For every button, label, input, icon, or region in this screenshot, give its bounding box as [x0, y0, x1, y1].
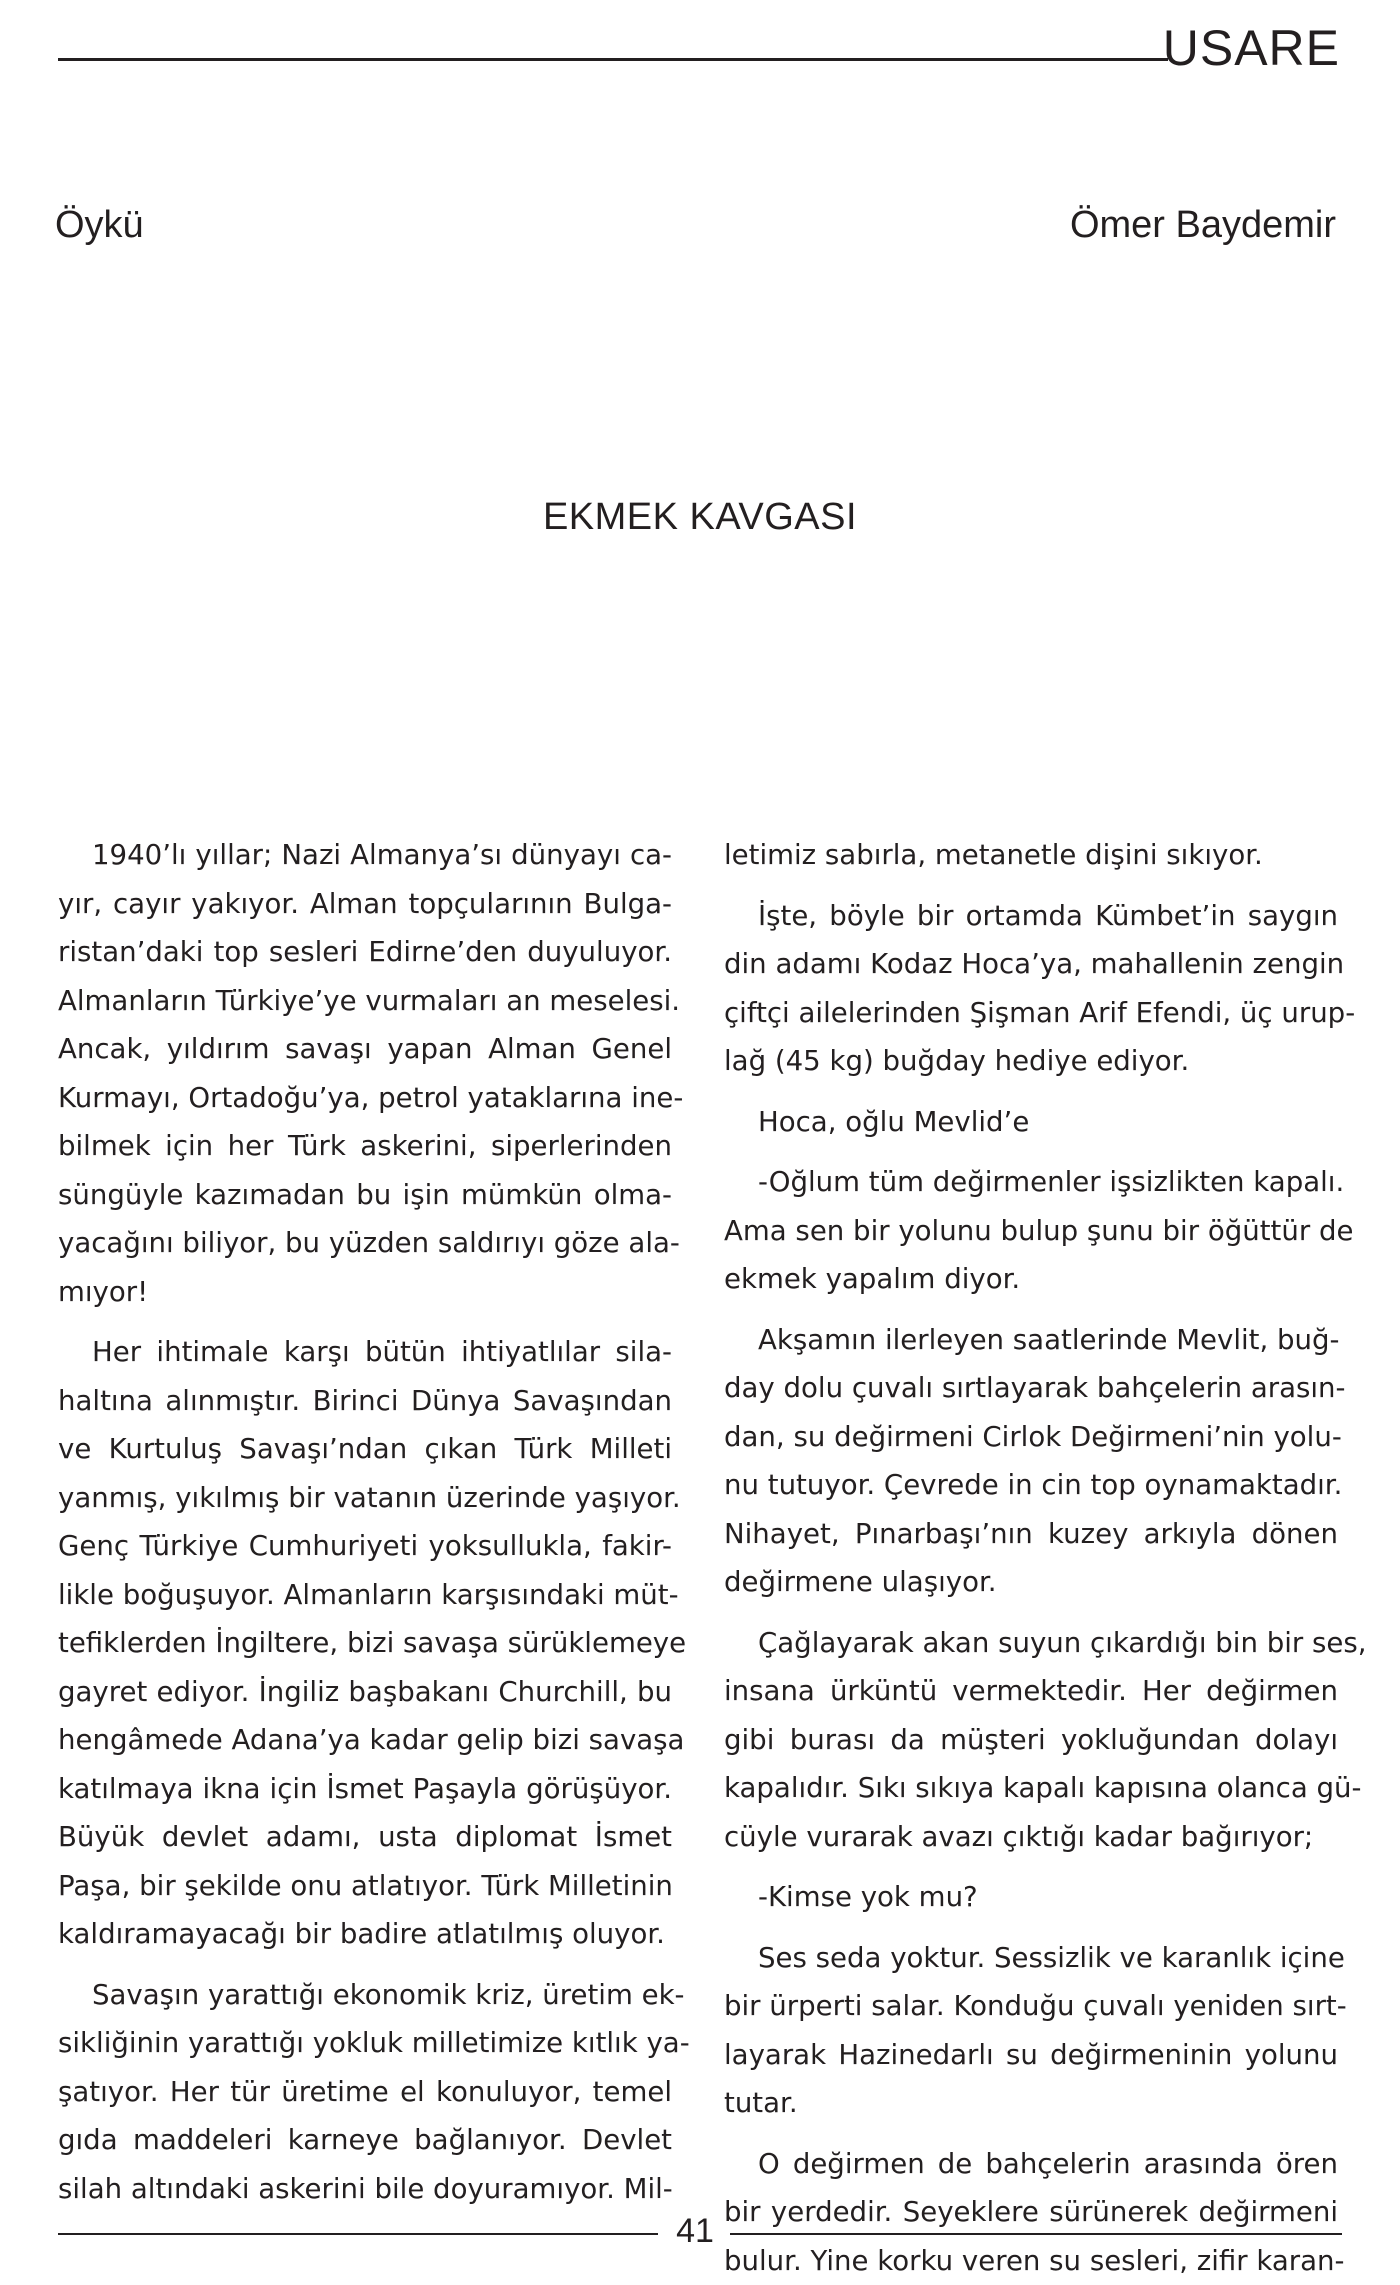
- text-line: day dolu çuvalı sırtlayarak bahçelerin arasın-: [724, 1364, 1338, 1413]
- text-line: letimiz sabırla, metanetle dişini sıkıyor.: [724, 831, 1338, 880]
- text-line: haltına alınmıştır. Birinci Dünya Savaşından: [58, 1377, 672, 1426]
- text-line: Akşamın ilerleyen saatlerinde Mevlit, buğ-: [724, 1316, 1338, 1365]
- paragraph-gap: [58, 1959, 672, 1971]
- author-name: Ömer Baydemir: [1070, 204, 1336, 247]
- text-line: din adamı Kodaz Hoca’ya, mahallenin zengin: [724, 940, 1338, 989]
- text-line: çiftçi ailelerinden Şişman Arif Efendi, üç urup-: [724, 989, 1338, 1038]
- text-line: şatıyor. Her tür üretime el konuluyor, temel: [58, 2068, 672, 2117]
- text-line: -Kimse yok mu?: [724, 1873, 1338, 1922]
- paragraph-gap: [724, 2128, 1338, 2140]
- text-line: ristan’daki top sesleri Edirne’den duyuluyor.: [58, 928, 672, 977]
- text-line: yanmış, yıkılmış bir vatanın üzerinde yaşıyor.: [58, 1474, 672, 1523]
- text-line: tutar.: [724, 2079, 1338, 2128]
- paragraph-gap: [724, 1146, 1338, 1158]
- text-line: sikliğinin yarattığı yokluk milletimize kıtlık ya-: [58, 2019, 672, 2068]
- text-line: bulur. Yine korku veren su sesleri, zifir karan-: [724, 2237, 1338, 2285]
- paragraph-gap: [724, 1304, 1338, 1316]
- text-line: cüyle vurarak avazı çıktığı kadar bağırıyor;: [724, 1813, 1338, 1862]
- text-line: gayret ediyor. İngiliz başbakanı Churchill, bu: [58, 1668, 672, 1717]
- text-line: mıyor!: [58, 1268, 672, 1317]
- journal-name: USARE: [1163, 18, 1340, 78]
- right-text-column: [724, 831, 1338, 2285]
- text-line: kaldıramayacağı bir badire atlatılmış oluyor.: [58, 1910, 672, 1959]
- text-line: Genç Türkiye Cumhuriyeti yoksullukla, fakir-: [58, 1522, 672, 1571]
- text-line: gibi burası da müşteri yokluğundan dolayı: [724, 1716, 1338, 1765]
- header-rule: [58, 58, 1168, 61]
- text-line: Hoca, oğlu Mevlid’e: [724, 1098, 1338, 1147]
- text-line: Nihayet, Pınarbaşı’nın kuzey arkıyla dönen: [724, 1510, 1338, 1559]
- paragraph-gap: [724, 1861, 1338, 1873]
- text-line: layarak Hazinedarlı su değirmeninin yolunu: [724, 2031, 1338, 2080]
- text-line: yacağını biliyor, bu yüzden saldırıyı göze ala-: [58, 1219, 672, 1268]
- text-line: hengâmede Adana’ya kadar gelip bizi savaşa: [58, 1716, 672, 1765]
- text-line: bir ürperti salar. Konduğu çuvalı yeniden sırt-: [724, 1982, 1338, 2031]
- text-line: dan, su değirmeni Cirlok Değirmeni’nin yolu-: [724, 1413, 1338, 1462]
- text-line: lağ (45 kg) buğday hediye ediyor.: [724, 1037, 1338, 1086]
- text-line: silah altındaki askerini bile doyuramıyor. Mil-: [58, 2165, 672, 2214]
- text-line: O değirmen de bahçelerin arasında ören: [724, 2140, 1338, 2189]
- text-line: Ses seda yoktur. Sessizlik ve karanlık içine: [724, 1934, 1338, 1983]
- text-line: ekmek yapalım diyor.: [724, 1255, 1338, 1304]
- text-line: -Oğlum tüm değirmenler işsizlikten kapalı.: [724, 1158, 1338, 1207]
- footer-rule-right: [730, 2233, 1342, 2235]
- page-number: 41: [660, 2212, 730, 2251]
- text-line: bilmek için her Türk askerini, siperlerinden: [58, 1122, 672, 1171]
- section-label: Öykü: [55, 204, 144, 247]
- text-line: Savaşın yarattığı ekonomik kriz, üretim ek-: [58, 1971, 672, 2020]
- text-line: Çağlayarak akan suyun çıkardığı bin bir ses,: [724, 1619, 1338, 1668]
- text-line: Paşa, bir şekilde onu atlatıyor. Türk Milletinin: [58, 1862, 672, 1911]
- text-line: nu tutuyor. Çevrede in cin top oynamaktadır.: [724, 1461, 1338, 1510]
- text-line: yır, cayır yakıyor. Alman topçularının Bulga-: [58, 880, 672, 929]
- text-line: tefiklerden İngiltere, bizi savaşa sürüklemeye: [58, 1619, 672, 1668]
- paragraph-gap: [724, 1607, 1338, 1619]
- text-line: Kurmayı, Ortadoğu’ya, petrol yataklarına ine-: [58, 1074, 672, 1123]
- story-title: EKMEK KAVGASI: [0, 496, 1400, 539]
- text-line: kapalıdır. Sıkı sıkıya kapalı kapısına olanca gü-: [724, 1764, 1338, 1813]
- paragraph-gap: [58, 1316, 672, 1328]
- text-line: likle boğuşuyor. Almanların karşısındaki müt-: [58, 1571, 672, 1620]
- text-line: insana ürküntü vermektedir. Her değirmen: [724, 1667, 1338, 1716]
- text-line: Her ihtimale karşı bütün ihtiyatlılar sila-: [58, 1328, 672, 1377]
- paragraph-gap: [724, 1922, 1338, 1934]
- text-line: bir yerdedir. Seyeklere sürünerek değirmeni: [724, 2188, 1338, 2237]
- text-line: Ama sen bir yolunu bulup şunu bir öğüttür de: [724, 1207, 1338, 1256]
- left-text-column: [58, 831, 672, 2213]
- footer-rule-left: [58, 2233, 658, 2235]
- text-line: değirmene ulaşıyor.: [724, 1558, 1338, 1607]
- text-line: gıda maddeleri karneye bağlanıyor. Devlet: [58, 2116, 672, 2165]
- text-line: Büyük devlet adamı, usta diplomat İsmet: [58, 1813, 672, 1862]
- text-line: Ancak, yıldırım savaşı yapan Alman Genel: [58, 1025, 672, 1074]
- text-line: 1940’lı yıllar; Nazi Almanya’sı dünyayı ca-: [58, 831, 672, 880]
- text-line: Almanların Türkiye’ye vurmaları an meselesi.: [58, 977, 672, 1026]
- text-line: ve Kurtuluş Savaşı’ndan çıkan Türk Milleti: [58, 1425, 672, 1474]
- text-line: süngüyle kazımadan bu işin mümkün olma-: [58, 1171, 672, 1220]
- paragraph-gap: [724, 1086, 1338, 1098]
- text-line: İşte, böyle bir ortamda Kümbet’in saygın: [724, 892, 1338, 941]
- paragraph-gap: [724, 880, 1338, 892]
- text-line: katılmaya ikna için İsmet Paşayla görüşüyor.: [58, 1765, 672, 1814]
